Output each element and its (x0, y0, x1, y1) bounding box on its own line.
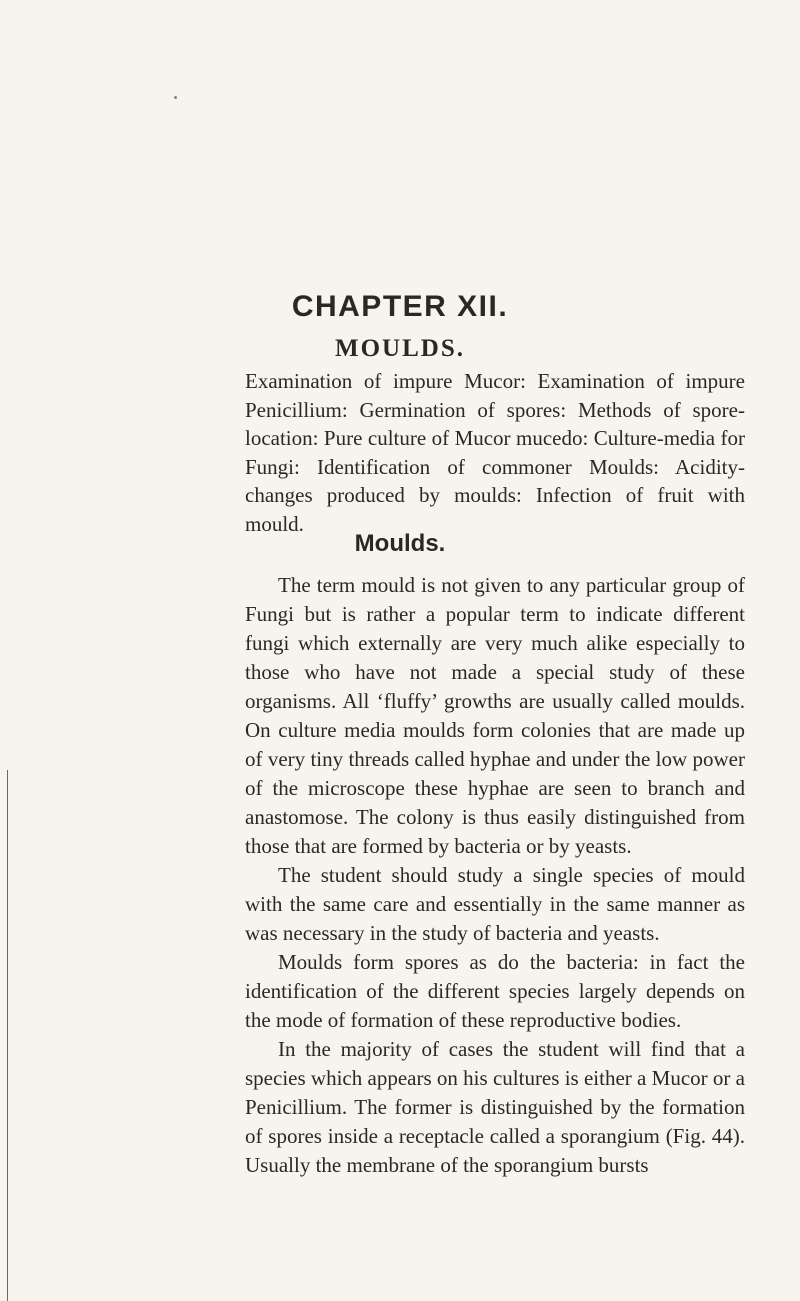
paragraph: In the majority of cases the student will find that a species which appears on his cultures is either a Mucor or a Penicillium. The former is distinguished by the formation of spores inside a receptacle called a sporangium (Fig. 44). Usually the membrane of the sporangium bursts (245, 1037, 745, 1177)
chapter-summary: Examination of impure Mucor: Examination of impure Penicillium: Germination of spores: Methods of spore-location: Pure culture of Mucor mucedo: Culture-media for Fungi: Identification of commoner Moulds: Acidity-changes produced by moulds: Infection of fruit with mould. (245, 369, 745, 536)
paragraph: The student should study a single species of mould with the same care and essentially in the same manner as was necessary in the study of bacteria and yeasts. (245, 863, 745, 945)
scan-speck (174, 96, 177, 99)
section-heading: Moulds. (354, 530, 446, 557)
paragraph: Moulds form spores as do the bacteria: in fact the identification of the different species largely depends on the mode of formation of these reproductive bodies. (245, 950, 745, 1032)
page-edge-line (7, 770, 8, 1301)
paragraph: The term mould is not given to any particular group of Fungi but is rather a popular term to indicate different fungi which externally are very much alike especially to those who have not made a special study of these organisms. All ‘fluffy’ growths are usually called moulds. On culture media moulds form colonies that are made up of very tiny threads called hyphae and under the low power of the microscope these hyphae are seen to branch and anastomose. The colony is thus easily distinguished from those that are formed by bacteria or by yeasts. (245, 573, 745, 858)
chapter-heading: CHAPTER XII. (291, 290, 509, 323)
chapter-title: MOULDS. (335, 335, 465, 362)
section-body (245, 571, 745, 1180)
